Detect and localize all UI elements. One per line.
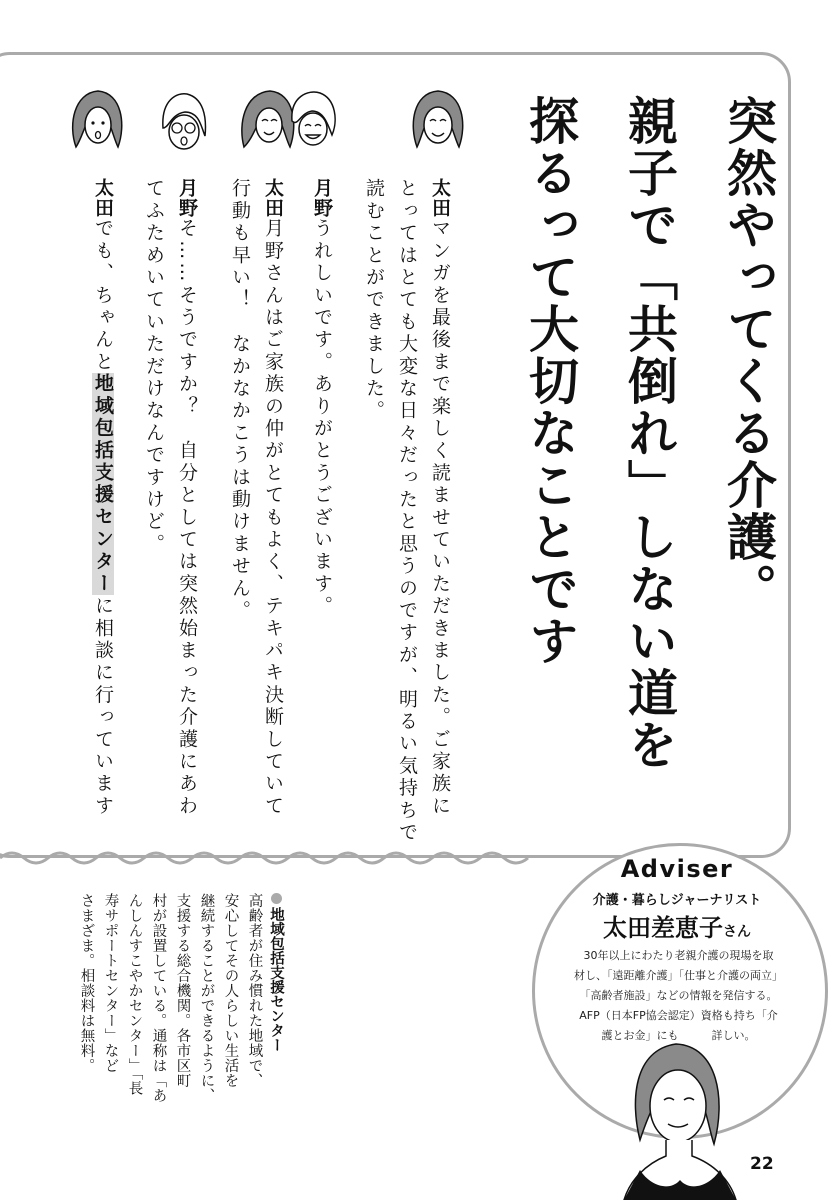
note-line-5: 村が設置している。通称は「あ [150, 893, 167, 1103]
dialogue-text: 行動も早い！ なかなかこうは動けません。 [229, 178, 251, 622]
adviser-bio-line: 材し、「遠距離介護」「仕事と介護の両立」 [574, 969, 783, 982]
speaker-ota: 太田 [262, 178, 284, 218]
dialogue-line-tsukino-2a [174, 178, 199, 817]
adviser-honorific: さん [723, 924, 751, 940]
ota-and-tsukino-smile-face-icon [240, 85, 340, 157]
adviser-bio-line: 「高齢者施設」などの情報を発信する。 [579, 989, 778, 1002]
note-title-text: 地域包括支援センター [268, 907, 284, 1052]
dialogue-text: 月野さんはご家族の仲がとてもよく、テキパキ決断していて [262, 218, 284, 818]
adviser-name [532, 908, 822, 943]
title-line-3: 探るって大切なことです [521, 95, 579, 667]
dialogue-line-ota-1b [394, 178, 419, 844]
dialogue-line-ota-2a [260, 178, 285, 817]
dialogue-text: とってはとても大変な日々だったと思うのですが、明るい気持ちで [396, 178, 418, 844]
speaker-ota: 太田 [92, 178, 114, 218]
tsukino-surprised-face-icon [157, 88, 211, 156]
bullet-dot-icon [271, 893, 282, 904]
note-title [266, 893, 286, 1052]
dialogue-line-ota-1c [361, 178, 386, 422]
note-line-1: 高齢者が住み慣れた地域で、 [246, 893, 263, 1088]
dialogue-line-tsukino-2b [141, 178, 166, 555]
speaker-ota: 太田 [429, 178, 451, 218]
highlighted-term: 地域包括支援センター [92, 373, 114, 596]
note-line-2: 安心してその人らしい生活を [222, 893, 239, 1088]
dialogue-line-ota-3 [90, 178, 115, 817]
title-line-1: 突然やってくる介護。 [719, 95, 777, 615]
ota-smile-face-icon [407, 85, 469, 155]
dialogue-text: てふためいていただけなんですけど。 [143, 178, 165, 556]
dialogue-text: でも、ちゃんと [92, 218, 114, 374]
adviser-bio-line: 30年以上にわたり老親介護の現場を取 [583, 949, 774, 962]
dialogue-text: うれしいです。ありがとうございます。 [311, 218, 333, 618]
note-line-8: さまざま。相談料は無料。 [78, 893, 95, 1073]
title-line-2: 親子で「共倒れ」しない道を [620, 95, 678, 771]
adviser-name-text: 太田差恵子 [603, 914, 723, 942]
note-line-4: 支援する総合機関。各市区町 [174, 893, 191, 1088]
note-line-7: 寿サポートセンター」など [102, 893, 119, 1073]
adviser-role: 介護・暮らしジャーナリスト [592, 893, 762, 908]
adviser-bio-line: AFP（日本FP協会認定）資格も持ち「介 [579, 1009, 778, 1022]
adviser-bio-line: 護とお金」にも 詳しい。 [601, 1029, 756, 1042]
adviser-label: Adviser [620, 855, 734, 883]
speaker-tsukino: 月野 [311, 178, 333, 218]
dialogue-line-ota-1a [427, 178, 452, 817]
dialogue-text: に相談に行っています [92, 595, 114, 818]
note-line-6: んしんすこやかセンター」「長 [126, 893, 143, 1096]
ota-surprised-face-icon [68, 85, 128, 157]
dialogue-text: マンガを最後まで楽しく読ませていただきました。ご家族に [429, 218, 451, 818]
dialogue-text: 読むことができました。 [363, 178, 385, 423]
speaker-tsukino: 月野 [176, 178, 198, 218]
dialogue-line-tsukino-1 [309, 178, 334, 618]
dialogue-line-ota-2b [227, 178, 252, 622]
note-line-3: 継続することができるように、 [198, 893, 215, 1103]
page-number: 22 [750, 1154, 774, 1174]
dialogue-text: そ……そうですか？ 自分としては突然始まった介護にあわ [176, 218, 198, 818]
adviser-portrait-icon [610, 1020, 750, 1200]
